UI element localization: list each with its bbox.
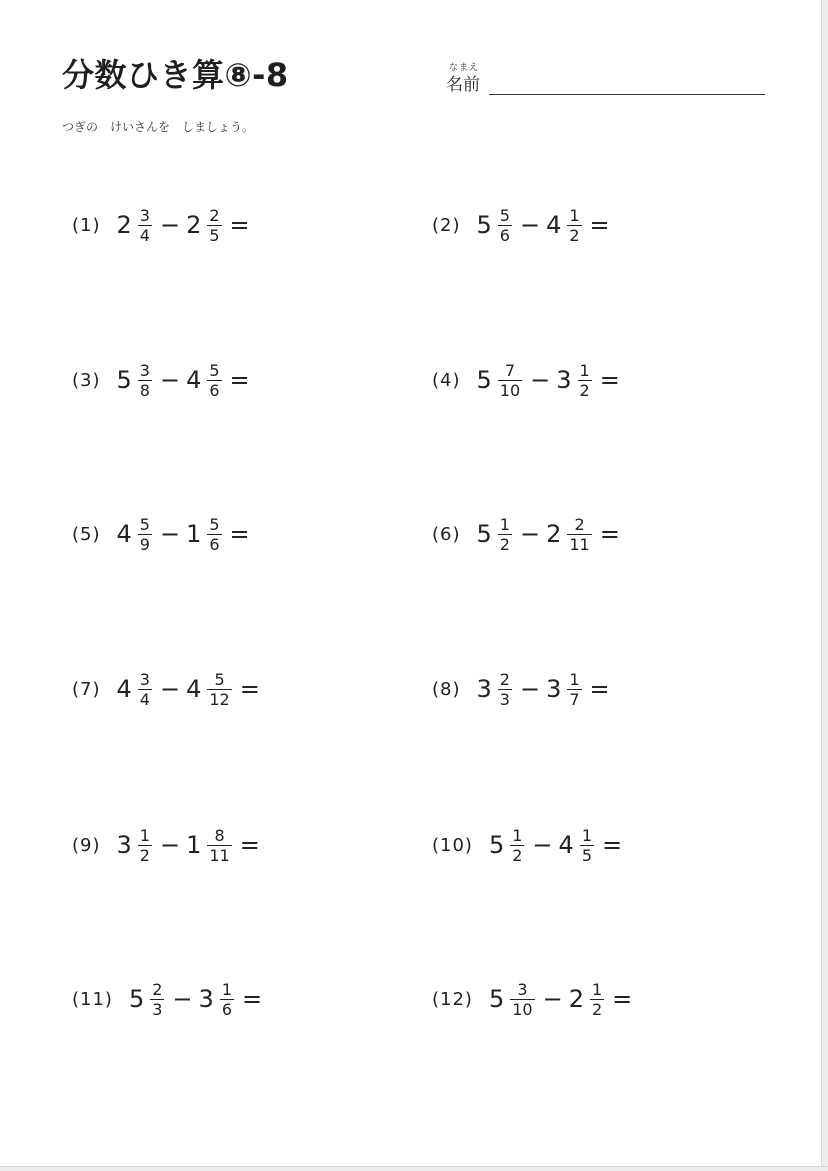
numerator: 1 xyxy=(221,979,232,999)
problem-number: (9) xyxy=(72,834,101,856)
minus-sign: − xyxy=(532,831,553,859)
numerator: 5 xyxy=(209,514,220,534)
equals-sign: = xyxy=(612,985,633,1013)
minuend-fraction xyxy=(498,516,512,553)
minuend-whole: 5 xyxy=(488,831,505,859)
minus-sign: − xyxy=(519,211,541,239)
minus-sign: − xyxy=(159,675,181,703)
equals-sign: = xyxy=(239,831,260,859)
denominator: 10 xyxy=(512,999,533,1019)
numerator: 7 xyxy=(504,360,516,380)
subtrahend-whole: 2 xyxy=(186,211,202,239)
equals-sign: = xyxy=(242,985,263,1013)
denominator: 2 xyxy=(569,225,580,245)
denominator: 7 xyxy=(569,689,580,709)
denominator: 4 xyxy=(139,225,150,245)
subtrahend-whole: 4 xyxy=(558,831,574,859)
numerator: 2 xyxy=(574,514,585,534)
problem-number: (10) xyxy=(432,834,473,856)
equals-sign: = xyxy=(239,675,260,703)
page-edge-right xyxy=(821,0,828,1171)
subtrahend-fraction xyxy=(567,516,591,553)
problem-2 xyxy=(432,197,610,253)
numerator: 8 xyxy=(214,825,225,845)
numerator: 1 xyxy=(569,669,580,689)
subtrahend-whole: 4 xyxy=(186,675,202,703)
equals-sign: = xyxy=(599,520,620,548)
minuend-whole: 5 xyxy=(476,211,492,239)
numerator: 3 xyxy=(139,205,150,225)
denominator: 3 xyxy=(152,999,163,1019)
subtrahend-fraction xyxy=(207,207,221,244)
problem-number: (4) xyxy=(432,369,461,391)
numerator: 3 xyxy=(139,669,150,689)
minuend-fraction xyxy=(138,207,152,244)
problem-6 xyxy=(432,506,620,562)
problem-12 xyxy=(432,971,632,1027)
denominator: 6 xyxy=(221,999,232,1019)
numerator: 5 xyxy=(139,514,150,534)
problem-1 xyxy=(72,197,250,253)
minuend-fraction xyxy=(138,671,152,708)
minuend-fraction xyxy=(510,827,524,864)
numerator: 1 xyxy=(499,514,510,534)
denominator: 11 xyxy=(209,845,230,865)
worksheet-title: 分数ひき算⑧-8 xyxy=(62,56,289,94)
minuend-whole: 5 xyxy=(116,366,132,394)
equals-sign: = xyxy=(229,366,250,394)
denominator: 2 xyxy=(591,999,603,1019)
subtrahend-fraction xyxy=(580,827,594,864)
denominator: 6 xyxy=(499,225,510,245)
denominator: 2 xyxy=(139,845,150,865)
numerator: 1 xyxy=(139,825,150,845)
denominator: 6 xyxy=(209,380,220,400)
minuend-whole: 4 xyxy=(116,520,132,548)
subtrahend-whole: 3 xyxy=(198,985,214,1013)
problem-number: (12) xyxy=(432,988,473,1010)
name-write-line[interactable] xyxy=(489,94,765,95)
problem-3 xyxy=(72,352,250,408)
denominator: 3 xyxy=(499,689,510,709)
minuend-fraction xyxy=(510,981,534,1018)
denominator: 11 xyxy=(569,534,590,554)
subtrahend-whole: 3 xyxy=(556,366,572,394)
equals-sign: = xyxy=(602,831,623,859)
problem-5 xyxy=(72,506,250,562)
minus-sign: − xyxy=(172,985,193,1013)
numerator: 2 xyxy=(499,669,510,689)
denominator: 9 xyxy=(139,534,150,554)
name-field[interactable] xyxy=(446,58,766,98)
subtrahend-whole: 1 xyxy=(186,831,202,859)
subtrahend-fraction xyxy=(207,827,231,864)
problem-number: (5) xyxy=(72,523,101,545)
problem-number: (7) xyxy=(72,678,101,700)
subtrahend-fraction xyxy=(567,207,581,244)
subtrahend-fraction xyxy=(567,671,581,708)
numerator: 2 xyxy=(209,205,220,225)
name-label: 名前 xyxy=(446,75,480,95)
problem-number: (6) xyxy=(432,523,461,545)
numerator: 5 xyxy=(209,360,220,380)
minuend-fraction xyxy=(138,516,152,553)
problem-10 xyxy=(432,817,622,873)
denominator: 4 xyxy=(139,689,150,709)
subtrahend-whole: 3 xyxy=(546,675,562,703)
denominator: 6 xyxy=(209,534,220,554)
instruction-text: つぎの けいさんを しましょう。 xyxy=(62,120,255,134)
problem-7 xyxy=(72,661,260,717)
numerator: 1 xyxy=(581,825,592,845)
minuend-whole: 2 xyxy=(116,211,132,239)
denominator: 8 xyxy=(139,380,150,400)
denominator: 2 xyxy=(579,380,590,400)
minus-sign: − xyxy=(159,366,181,394)
minuend-fraction xyxy=(150,981,164,1018)
minuend-whole: 5 xyxy=(476,366,492,394)
minus-sign: − xyxy=(159,211,181,239)
numerator: 5 xyxy=(214,669,225,689)
problem-number: (11) xyxy=(72,988,113,1010)
minuend-fraction xyxy=(138,362,152,399)
equals-sign: = xyxy=(229,520,250,548)
numerator: 1 xyxy=(512,825,523,845)
equals-sign: = xyxy=(589,211,610,239)
numerator: 3 xyxy=(517,979,528,999)
minuend-whole: 5 xyxy=(128,985,145,1013)
numerator: 3 xyxy=(139,360,150,380)
problem-4 xyxy=(432,352,620,408)
equals-sign: = xyxy=(599,366,620,394)
subtrahend-fraction xyxy=(207,516,221,553)
numerator: 2 xyxy=(152,979,163,999)
problem-8 xyxy=(432,661,610,717)
subtrahend-fraction xyxy=(220,981,234,1018)
subtrahend-whole: 2 xyxy=(568,985,584,1013)
minus-sign: − xyxy=(530,366,551,394)
minuend-fraction xyxy=(138,827,152,864)
minuend-whole: 3 xyxy=(116,831,132,859)
subtrahend-fraction xyxy=(207,362,221,399)
denominator: 10 xyxy=(499,380,521,400)
minuend-fraction xyxy=(498,362,522,399)
subtrahend-whole: 4 xyxy=(186,366,202,394)
denominator: 5 xyxy=(581,845,592,865)
numerator: 1 xyxy=(569,205,580,225)
subtrahend-fraction xyxy=(590,981,604,1018)
page-edge-bottom xyxy=(0,1166,828,1171)
subtrahend-fraction xyxy=(578,362,592,399)
subtrahend-fraction xyxy=(207,671,231,708)
problem-number: (2) xyxy=(432,214,461,236)
denominator: 12 xyxy=(209,689,230,709)
problem-number: (3) xyxy=(72,369,101,391)
denominator: 2 xyxy=(499,534,510,554)
minus-sign: − xyxy=(519,520,541,548)
minus-sign: − xyxy=(159,831,181,859)
minuend-whole: 3 xyxy=(476,675,492,703)
denominator: 5 xyxy=(209,225,220,245)
minuend-whole: 4 xyxy=(116,675,132,703)
numerator: 5 xyxy=(499,205,510,225)
numerator: 1 xyxy=(579,360,590,380)
subtrahend-whole: 1 xyxy=(186,520,202,548)
name-ruby: なまえ xyxy=(449,63,480,73)
problem-9 xyxy=(72,817,260,873)
minuend-fraction xyxy=(498,671,512,708)
minuend-whole: 5 xyxy=(488,985,505,1013)
minus-sign: − xyxy=(542,985,563,1013)
problem-number: (1) xyxy=(72,214,101,236)
numerator: 1 xyxy=(591,979,603,999)
minus-sign: − xyxy=(159,520,181,548)
subtrahend-whole: 2 xyxy=(546,520,562,548)
minuend-fraction xyxy=(498,207,512,244)
subtrahend-whole: 4 xyxy=(546,211,562,239)
problem-11 xyxy=(72,971,262,1027)
denominator: 2 xyxy=(512,845,523,865)
equals-sign: = xyxy=(229,211,250,239)
equals-sign: = xyxy=(589,675,610,703)
minus-sign: − xyxy=(519,675,541,703)
problem-number: (8) xyxy=(432,678,461,700)
minuend-whole: 5 xyxy=(476,520,492,548)
